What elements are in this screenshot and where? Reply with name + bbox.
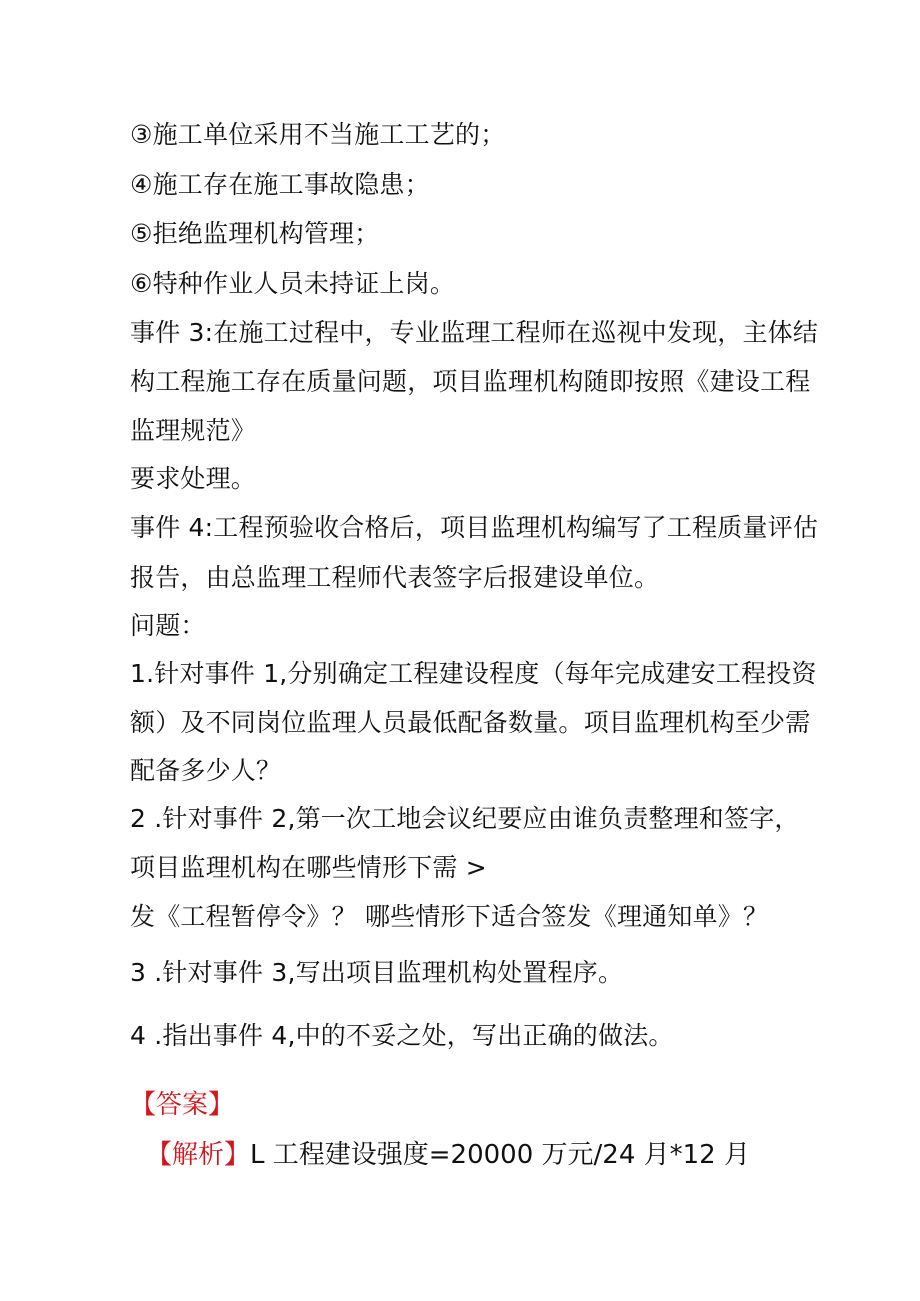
analysis-text: L 工程建设强度=20000 万元/24 月*12 月 bbox=[250, 1140, 750, 1170]
text-line: ④施工存在施工事故隐患； bbox=[130, 170, 430, 199]
text-line: ③施工单位采用不当施工工艺的； bbox=[130, 120, 506, 149]
text-line: 要求处理。 bbox=[130, 464, 257, 493]
text-line: 额）及不同岗位监理人员最低配备数量。项目监理机构至少需 bbox=[130, 708, 811, 737]
analysis-label: 【解析】 bbox=[146, 1140, 251, 1170]
text-line: 事件 3:在施工过程中，专业监理工程师在巡视中发现，主体结 bbox=[130, 318, 819, 347]
text-line: ⑥特种作业人员未持证上岗。 bbox=[130, 269, 456, 298]
text-line: 2 .针对事件 2,第一次工地会议纪要应由谁负责整理和签字， bbox=[130, 804, 800, 833]
text-line: ⑤拒绝监理机构管理； bbox=[130, 219, 380, 248]
text-line: 事件 4:工程预验收合格后，项目监理机构编写了工程质量评估 bbox=[130, 513, 819, 542]
text-line: 构工程施工存在质量问题，项目监理机构随即按照《建设工程 bbox=[130, 367, 811, 396]
text-line: 4 .指出事件 4,中的不妥之处，写出正确的做法。 bbox=[130, 1021, 674, 1050]
text-line: 3 .针对事件 3,写出项目监理机构处置程序。 bbox=[130, 958, 624, 987]
text-line: 问题： bbox=[130, 611, 206, 640]
text-line: 发《工程暂停令》？ 哪些情形下适合签发《理通知单》？ bbox=[130, 902, 769, 931]
analysis-line bbox=[146, 1138, 750, 1172]
text-line: 项目监理机构在哪些情形下需 > bbox=[130, 853, 487, 882]
text-line: 1.针对事件 1,分别确定工程建设程度（每年完成建安工程投资 bbox=[130, 659, 817, 688]
text-line: 报告，由总监理工程师代表签字后报建设单位。 bbox=[130, 563, 660, 592]
answer-label: 【答案】 bbox=[130, 1090, 235, 1120]
text-line: 配备多少人？ bbox=[130, 756, 282, 785]
text-line: 监理规范》 bbox=[130, 416, 257, 445]
